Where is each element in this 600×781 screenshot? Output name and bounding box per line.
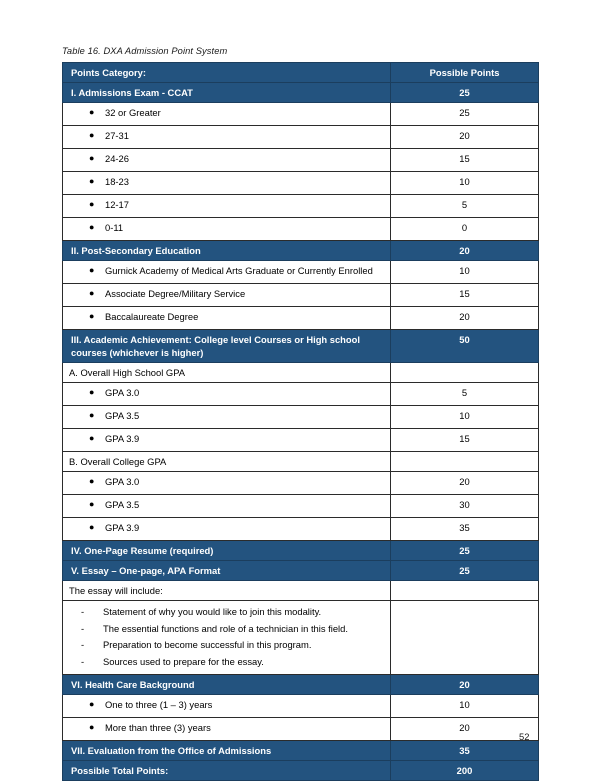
bullet-point-icon: ● [89, 222, 95, 232]
bullet-point-icon: ● [89, 265, 95, 275]
table-cell-category [63, 601, 391, 675]
list-item-label: The essential functions and role of a technician in this field. [103, 622, 348, 634]
list-item-label: Sources used to prepare for the essay. [103, 655, 264, 667]
table-row [63, 261, 539, 284]
table-cell-points [391, 307, 539, 330]
table-row [63, 472, 539, 495]
table-section-row [63, 541, 539, 561]
table-cell-points [391, 63, 539, 83]
table-row [63, 495, 539, 518]
row-points: 15 [459, 288, 470, 299]
bullet-item [63, 195, 390, 214]
subheading-label: The essay will include: [69, 585, 163, 596]
bullet-item [63, 218, 390, 237]
table-cell-category [63, 261, 391, 284]
table-cell-category [63, 63, 391, 83]
table-cell-category [63, 429, 391, 452]
bullet-item [63, 126, 390, 145]
section-label: III. Academic Achievement: College level Courses or High school courses (whichever is higher) [71, 334, 360, 358]
table-row [63, 718, 539, 741]
table-cell-category [63, 149, 391, 172]
section-points: 35 [459, 745, 470, 756]
table-cell-category [63, 561, 391, 581]
table-cell-category [63, 330, 391, 363]
table-cell-category [63, 472, 391, 495]
row-points: 0 [461, 222, 468, 233]
section-points: 25 [459, 545, 470, 556]
table-section-row [63, 241, 539, 261]
table-row [63, 195, 539, 218]
table-header-row [63, 63, 539, 83]
bullet-point-icon: ● [89, 387, 95, 397]
table-cell-category [63, 284, 391, 307]
table-cell-points [391, 581, 539, 601]
table-cell-category [63, 383, 391, 406]
table-cell-points [391, 284, 539, 307]
table-row [63, 284, 539, 307]
table-row [63, 406, 539, 429]
table-section-row [63, 561, 539, 581]
table-row [63, 581, 539, 601]
bullet-label: Associate Degree/Military Service [105, 288, 246, 299]
bullet-label: GPA 3.5 [105, 499, 140, 510]
bullet-label: More than three (3) years [105, 722, 211, 733]
table-cell-points [391, 103, 539, 126]
bullet-point-icon: ● [89, 199, 95, 209]
section-label: I. Admissions Exam - CCAT [71, 87, 193, 98]
table-cell-points [391, 218, 539, 241]
table-cell-category [63, 103, 391, 126]
table-section-row [63, 83, 539, 103]
table-cell-points [391, 601, 539, 675]
table-cell-points [391, 195, 539, 218]
bullet-item [63, 261, 390, 280]
dash-bullet-icon: - [81, 622, 85, 634]
list-item-label: Statement of why you would like to join this modality. [103, 606, 322, 617]
bullet-point-icon: ● [89, 699, 95, 709]
table-cell-points [391, 241, 539, 261]
bullet-label: 18-23 [105, 176, 129, 187]
bullet-label: 12-17 [105, 199, 129, 210]
table-cell-category [63, 126, 391, 149]
table-cell-points [391, 330, 539, 363]
bullet-item [63, 695, 390, 714]
table-cell-points [391, 541, 539, 561]
row-points [391, 601, 538, 607]
table-cell-points [391, 518, 539, 541]
table-row [63, 695, 539, 718]
row-points: 25 [459, 107, 470, 118]
row-points: 5 [461, 387, 468, 398]
table-cell-points [391, 495, 539, 518]
column-header-category: Points Category: [71, 67, 147, 78]
table-cell-category [63, 83, 391, 103]
bullet-label: Gurnick Academy of Medical Arts Graduate or Currently Enrolled [105, 265, 373, 276]
table-cell-points [391, 695, 539, 718]
table-cell-category [63, 518, 391, 541]
table-section-row [63, 675, 539, 695]
row-points: 15 [459, 153, 470, 164]
section-label: VII. Evaluation from the Office of Admissions [71, 745, 272, 756]
bullet-item [63, 149, 390, 168]
table-row [63, 103, 539, 126]
list-item-label: Preparation to become successful in this program. [103, 639, 312, 650]
dash-bullet-icon: - [81, 639, 85, 650]
bullet-label: Baccalaureate Degree [105, 311, 199, 322]
row-points: 15 [459, 433, 470, 444]
table-cell-category [63, 195, 391, 218]
bullet-point-icon: ● [89, 722, 95, 732]
list-item [63, 637, 390, 654]
bullet-point-icon: ● [89, 522, 95, 532]
bullet-item [63, 495, 390, 514]
bullet-item [63, 383, 390, 402]
table-row [63, 383, 539, 406]
bullet-label: GPA 3.0 [105, 387, 140, 398]
row-points: 10 [459, 265, 470, 276]
table-cell-category [63, 452, 391, 472]
table-row [63, 518, 539, 541]
table-cell-points [391, 126, 539, 149]
row-points: 20 [459, 311, 470, 322]
row-points: 30 [459, 499, 470, 510]
bullet-point-icon: ● [89, 410, 95, 420]
table-cell-category [63, 172, 391, 195]
table-cell-points [391, 406, 539, 429]
table-row [63, 307, 539, 330]
table-cell-points [391, 149, 539, 172]
bullet-item [63, 429, 390, 448]
column-header-points: Possible Points [429, 67, 500, 78]
table-cell-category [63, 581, 391, 601]
bullet-item [63, 518, 390, 537]
table-cell-points [391, 452, 539, 472]
list-item [63, 604, 390, 621]
table-cell-category [63, 218, 391, 241]
table-cell-points [391, 429, 539, 452]
bullet-point-icon: ● [89, 288, 95, 298]
row-points: 20 [459, 130, 470, 141]
section-label: V. Essay – One-page, APA Format [71, 565, 221, 576]
table-cell-category [63, 695, 391, 718]
table-row [63, 172, 539, 195]
row-points [391, 581, 538, 587]
section-points: 200 [456, 765, 473, 776]
table-cell-points [391, 261, 539, 284]
bullet-label: 32 or Greater [105, 107, 161, 118]
section-label: IV. One-Page Resume (required) [71, 545, 214, 556]
table-row [63, 363, 539, 383]
subheading-label: A. Overall High School GPA [69, 367, 186, 378]
dash-bullet-icon: - [81, 606, 85, 617]
section-label: VI. Health Care Background [71, 679, 195, 690]
table-caption: Table 16. DXA Admission Point System [62, 46, 228, 56]
table-cell-category [63, 718, 391, 741]
bullet-label: GPA 3.0 [105, 476, 140, 487]
table-cell-category [63, 307, 391, 330]
table-cell-points [391, 172, 539, 195]
list-item [63, 654, 390, 671]
table-row [63, 452, 539, 472]
table-cell-category [63, 363, 391, 383]
bullet-item [63, 284, 390, 303]
bullet-point-icon: ● [89, 153, 95, 163]
page-number: 52 [519, 731, 530, 742]
dash-bullet-icon: - [81, 655, 85, 667]
list-item [63, 621, 390, 638]
table-row [63, 218, 539, 241]
bullet-point-icon: ● [89, 107, 95, 117]
bullet-point-icon: ● [89, 433, 95, 443]
table-section-row [63, 330, 539, 363]
table-cell-category [63, 741, 391, 761]
table-cell-category [63, 495, 391, 518]
bullet-item [63, 718, 390, 737]
points-table-container [62, 62, 538, 781]
section-points: 20 [459, 245, 470, 256]
subheading-label: B. Overall College GPA [69, 456, 167, 467]
table-cell-points [391, 561, 539, 581]
table-cell-points [391, 718, 539, 741]
bullet-item [63, 307, 390, 326]
section-label: II. Post-Secondary Education [71, 245, 201, 256]
table-cell-category [63, 241, 391, 261]
table-cell-points [391, 472, 539, 495]
bullet-item [63, 406, 390, 425]
row-points [391, 452, 538, 458]
bullet-item [63, 103, 390, 122]
table-section-row [63, 741, 539, 761]
bullet-point-icon: ● [89, 311, 95, 321]
section-points: 50 [459, 334, 470, 345]
bullet-label: 27-31 [105, 130, 129, 141]
table-cell-category [63, 541, 391, 561]
bullet-point-icon: ● [89, 476, 95, 486]
bullet-item [63, 172, 390, 191]
table-cell-category [63, 406, 391, 429]
bullet-label: 24-26 [105, 153, 129, 164]
bullet-label: GPA 3.9 [105, 522, 140, 533]
bullet-label: GPA 3.9 [105, 433, 140, 444]
section-label: Possible Total Points: [71, 765, 169, 776]
bullet-item [63, 472, 390, 491]
table-cell-points [391, 363, 539, 383]
table-row [63, 126, 539, 149]
bullet-label: One to three (1 – 3) years [105, 699, 213, 710]
bullet-label: 0-11 [105, 222, 124, 233]
table-cell-category [63, 675, 391, 695]
table-row [63, 149, 539, 172]
bullet-point-icon: ● [89, 499, 95, 509]
section-points: 25 [459, 87, 470, 98]
table-cell-points [391, 741, 539, 761]
row-points: 20 [459, 476, 470, 487]
row-points: 35 [459, 522, 470, 533]
section-points: 20 [459, 679, 470, 690]
table-row-dashlist [63, 601, 539, 675]
bullet-label: GPA 3.5 [105, 410, 140, 421]
row-points [391, 363, 538, 369]
table-row [63, 429, 539, 452]
table-cell-points [391, 83, 539, 103]
bullet-point-icon: ● [89, 176, 95, 186]
section-points: 25 [459, 565, 470, 576]
bullet-point-icon: ● [89, 130, 95, 140]
row-points: 10 [459, 410, 470, 421]
admission-point-system-table [62, 62, 539, 781]
row-points: 5 [461, 199, 468, 210]
row-points: 10 [459, 176, 470, 187]
table-cell-points [391, 675, 539, 695]
table-cell-points [391, 383, 539, 406]
row-points: 10 [459, 699, 470, 710]
row-points: 20 [459, 722, 470, 733]
